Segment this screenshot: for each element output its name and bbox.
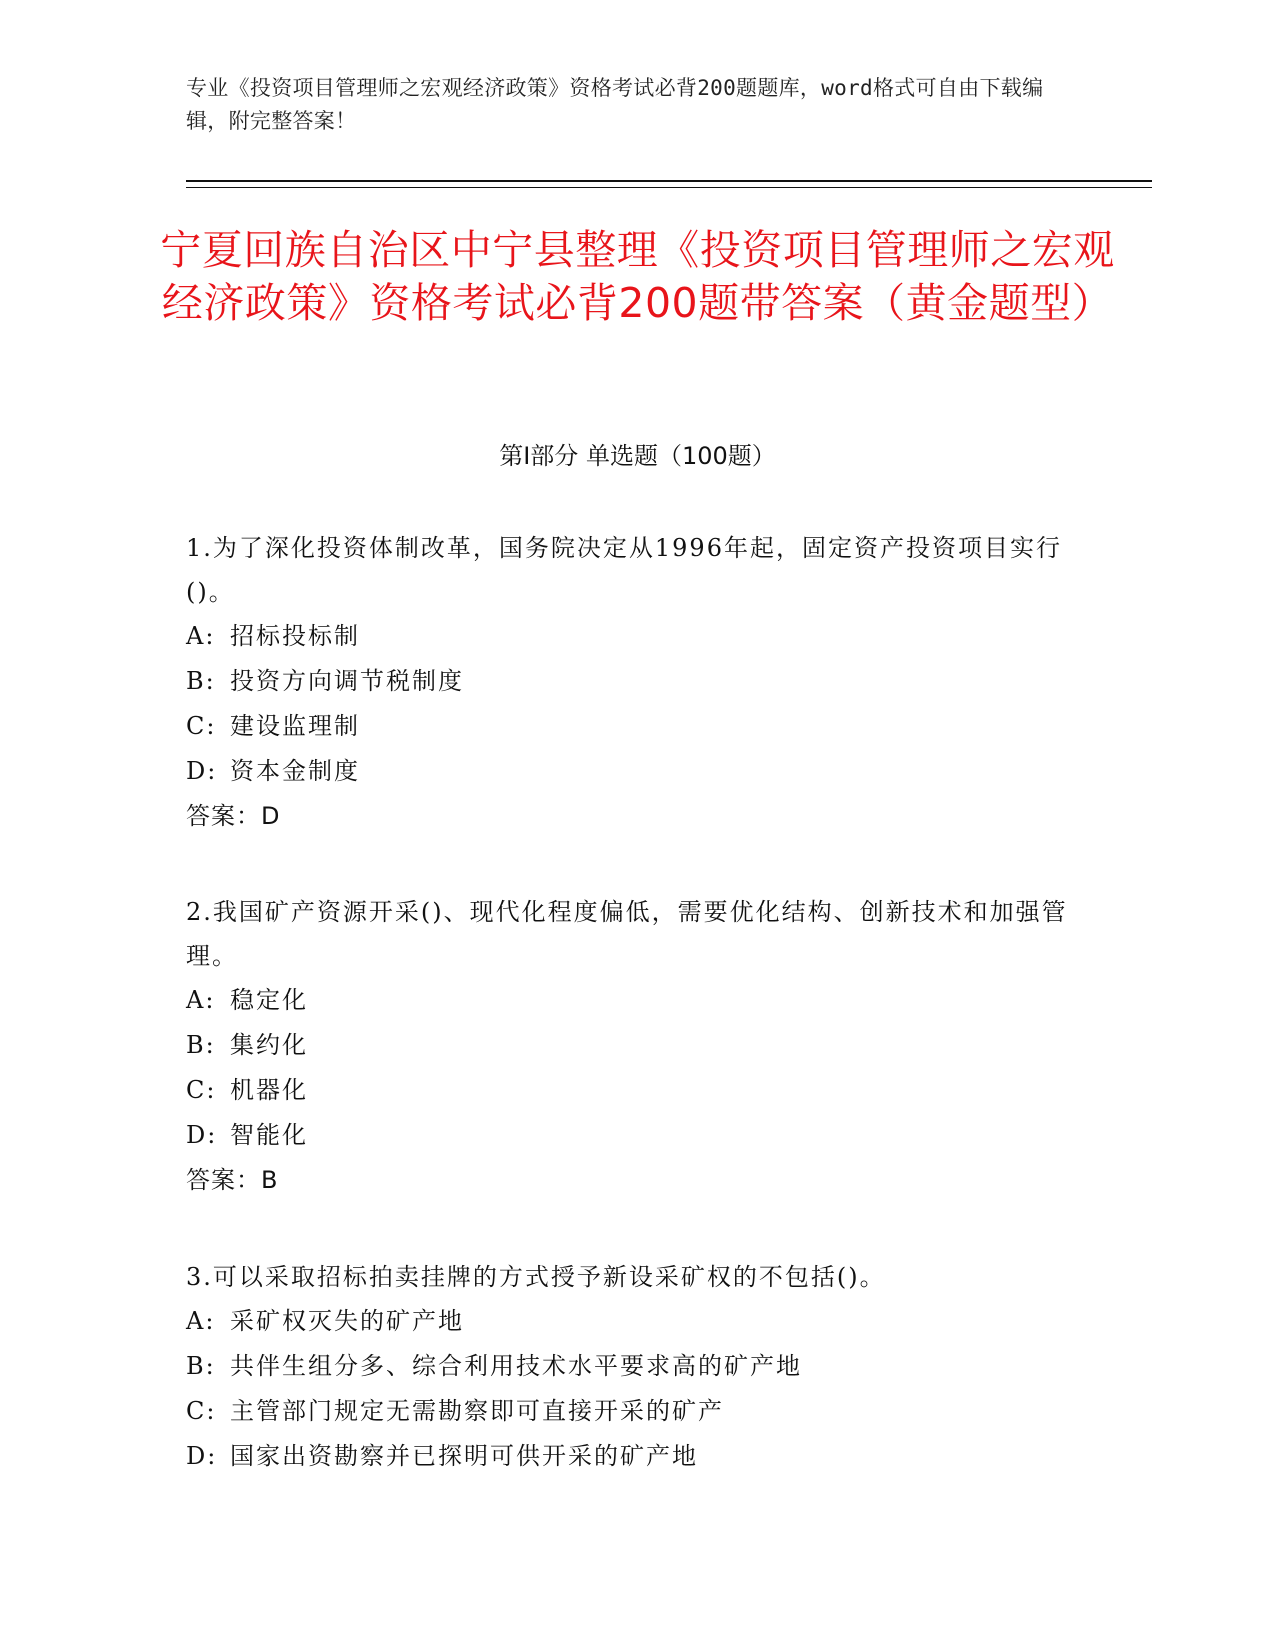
question-stem: 3.可以采取招标拍卖挂牌的方式授予新设采矿权的不包括()。 [186, 1263, 886, 1291]
option-text: 招标投标制 [230, 622, 360, 650]
option-d [186, 749, 1086, 794]
question-1 [186, 526, 1086, 839]
option-key: B: [186, 667, 216, 695]
option-key: A: [186, 622, 216, 650]
option-key: B: [186, 1352, 216, 1380]
question-stem: 1.为了深化投资体制改革，国务院决定从1996年起，固定资产投资项目实行()。 [186, 534, 1062, 606]
option-a [186, 614, 1086, 659]
answer-value: D [261, 802, 281, 830]
question-2 [186, 890, 1086, 1203]
option-text: 智能化 [230, 1121, 308, 1149]
option-key: C: [186, 1397, 217, 1425]
option-b [186, 1344, 1086, 1389]
option-text: 主管部门规定无需勘察即可直接开采的矿产 [230, 1397, 724, 1425]
answer-line [186, 794, 1086, 839]
question-3 [186, 1255, 1086, 1479]
option-b [186, 1023, 1086, 1068]
option-b [186, 659, 1086, 704]
option-key: A: [186, 1307, 216, 1335]
option-c [186, 1389, 1086, 1434]
option-key: D: [186, 1121, 218, 1149]
header-rule-thick [186, 180, 1152, 182]
option-key: D: [186, 757, 218, 785]
option-a [186, 978, 1086, 1023]
answer-value: B [261, 1166, 279, 1194]
option-key: C: [186, 1076, 217, 1104]
answer-label: 答案： [186, 802, 261, 830]
document-title: 宁夏回族自治区中宁县整理《投资项目管理师之宏观经济政策》资格考试必背200题带答案（黄金题型） [160, 226, 1115, 327]
option-key: D: [186, 1442, 218, 1470]
option-key: B: [186, 1031, 216, 1059]
answer-line [186, 1158, 1086, 1203]
option-c [186, 1068, 1086, 1113]
question-stem: 2.我国矿产资源开采()、现代化程度偏低，需要优化结构、创新技术和加强管理。 [186, 898, 1068, 970]
answer-label: 答案： [186, 1166, 261, 1194]
option-d [186, 1434, 1086, 1479]
option-d [186, 1113, 1086, 1158]
section-title: 第I部分 单选题（100题） [499, 442, 776, 470]
header-note: 专业《投资项目管理师之宏观经济政策》资格考试必背200题题库，word格式可自由下载编辑，附完整答案！ [186, 76, 1044, 133]
option-c [186, 704, 1086, 749]
option-text: 投资方向调节税制度 [230, 667, 464, 695]
option-text: 机器化 [230, 1076, 308, 1104]
option-text: 国家出资勘察并已探明可供开采的矿产地 [230, 1442, 698, 1470]
option-key: C: [186, 712, 217, 740]
option-key: A: [186, 986, 216, 1014]
option-text: 共伴生组分多、综合利用技术水平要求高的矿产地 [230, 1352, 802, 1380]
option-a [186, 1299, 1086, 1344]
option-text: 采矿权灭失的矿产地 [230, 1307, 464, 1335]
option-text: 建设监理制 [230, 712, 360, 740]
option-text: 集约化 [230, 1031, 308, 1059]
option-text: 资本金制度 [230, 757, 360, 785]
option-text: 稳定化 [230, 986, 308, 1014]
header-rule-thin [186, 187, 1152, 188]
